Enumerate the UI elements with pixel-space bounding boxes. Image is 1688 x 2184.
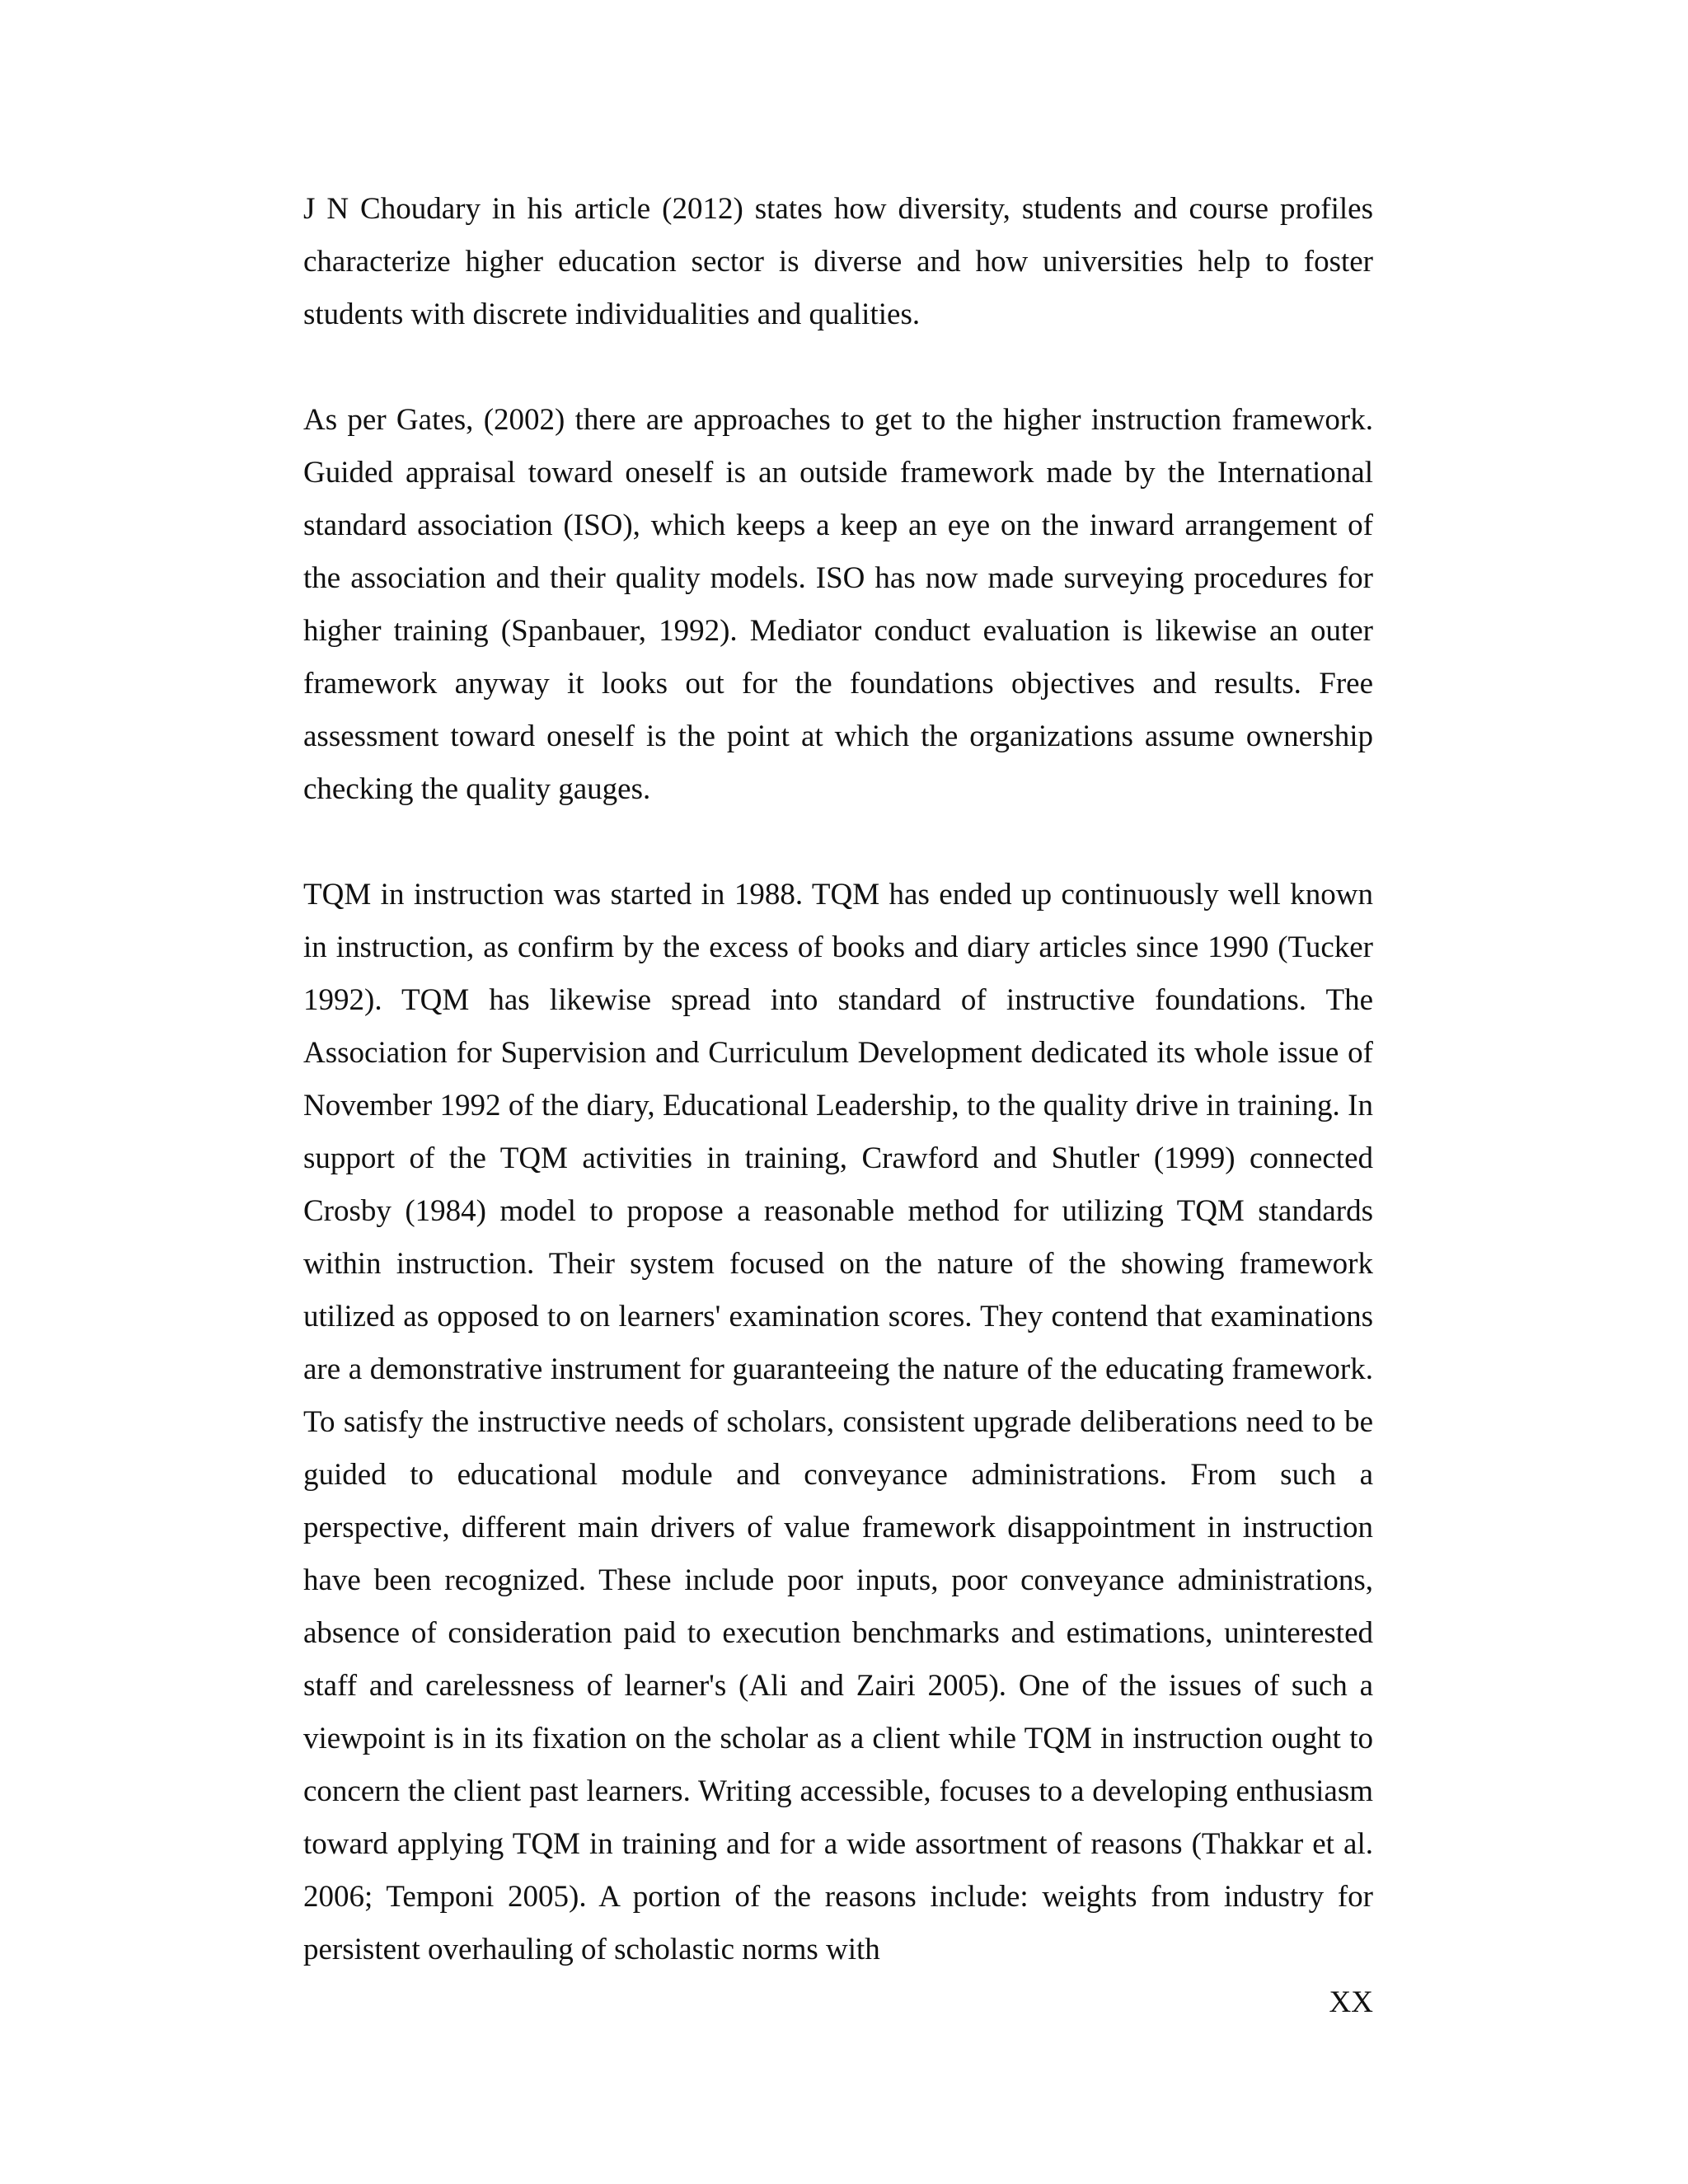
paragraph-choudary: J N Choudary in his article (2012) states how diversity, students and course profiles characterize higher education sector is diverse and how universities help to foster students with discrete individualities and qualities. — [303, 192, 1373, 331]
paragraph-gates: As per Gates, (2002) there are approaches to get to the higher instruction framework. Guided appraisal toward oneself is an outside framework made by the International standard association (ISO), which keeps a keep an eye on the inward arrangement of the association and their quality models. ISO has now made surveying procedures for higher training (Spanbauer, 1992). Mediator conduct evaluation is likewise an outer framework anyway it looks out for the foundations objectives and results. Free assessment toward oneself is the point at which the organizations assume ownership checking the quality gauges. — [303, 403, 1373, 806]
page-number: XX — [1329, 1985, 1373, 2019]
body-text — [303, 183, 1373, 1976]
paragraph-tqm: TQM in instruction was started in 1988. TQM has ended up continuously well known in instruction, as confirm by the excess of books and diary articles since 1990 (Tucker 1992). TQM has likewise spread into standard of instructive foundations. The Association for Supervision and Curriculum Development dedicated its whole issue of November 1992 of the diary, Educational Leadership, to the quality drive in training. In support of the TQM activities in training, Crawford and Shutler (1999) connected Crosby (1984) model to propose a reasonable method for utilizing TQM standards within instruction. Their system focused on the nature of the showing framework utilized as opposed to on learners' examination scores. They contend that examinations are a demonstrative instrument for guaranteeing the nature of the educating framework. To satisfy the instructive needs of scholars, consistent upgrade deliberations need to be guided to educational module and conveyance administrations. From such a perspective, different main drivers of value framework disappointment in instruction have been recognized. These include poor inputs, poor conveyance administrations, absence of consideration paid to execution benchmarks and estimations, uninterested staff and carelessness of learner's (Ali and Zairi 2005). One of the issues of such a viewpoint is in its fixation on the scholar as a client while TQM in instruction ought to concern the client past learners. Writing accessible, focuses to a developing enthusiasm toward applying TQM in training and for a wide assortment of reasons (Thakkar et al. 2006; Temponi 2005). A portion of the reasons include: weights from industry for persistent overhauling of scholastic norms with — [303, 878, 1373, 1966]
